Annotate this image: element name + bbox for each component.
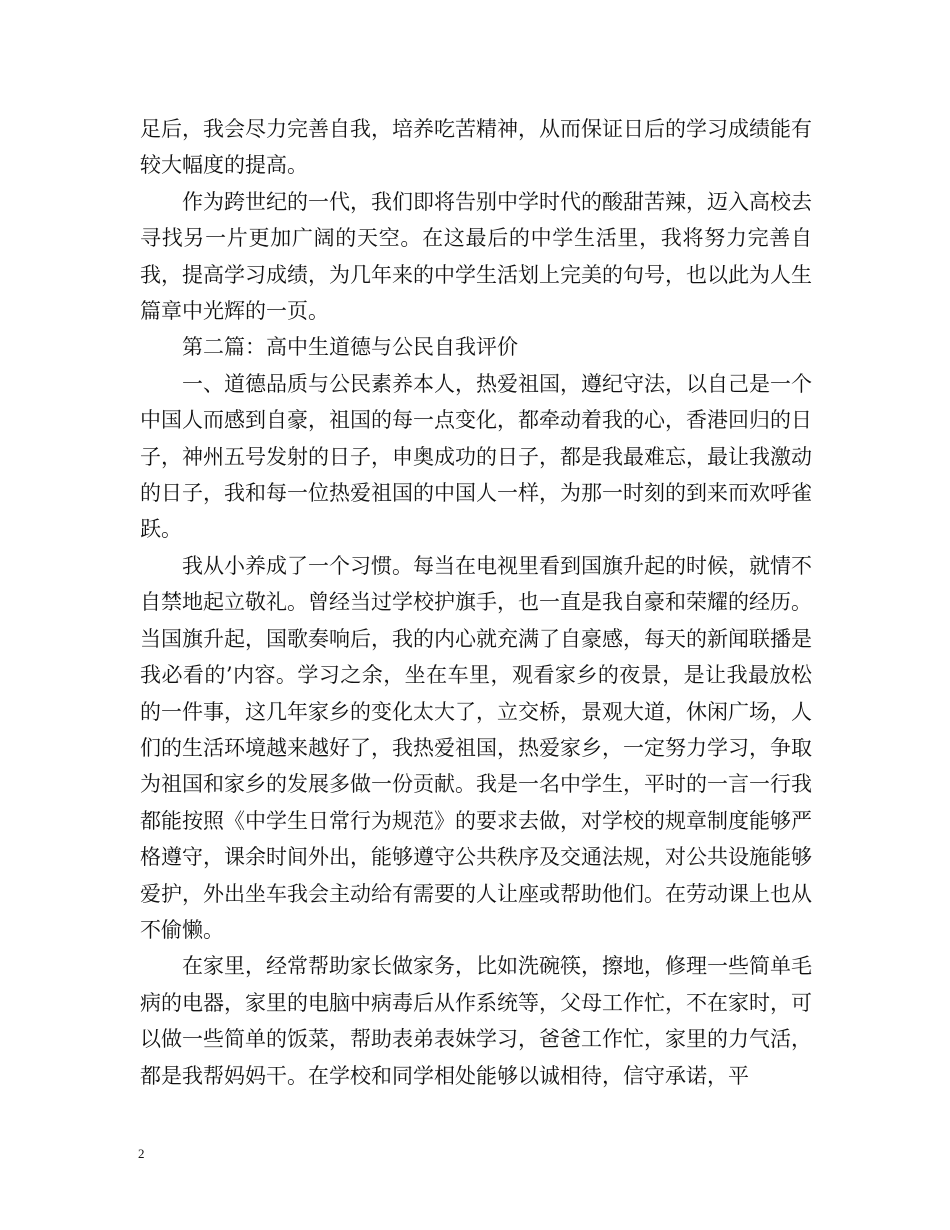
section-heading: 第二篇：高中生道德与公民自我评价 [182, 335, 518, 360]
paragraph-5: 在家里，经常帮助家长做家务，比如洗碗筷，擦地，修理一些简单毛病的电器，家里的电脑中病毒后从作系统等，父母工作忙，不在家时，可以做一些简单的饭菜，帮助表弟表妹学习，爸爸工作忙，家里的力气活，都是我帮妈妈干。在学校和同学相处能够以诚相待，信守承诺，平 [140, 954, 812, 1088]
paragraph-3: 一、道德品质与公民素养本人，热爱祖国，遵纪守法，以自己是一个中国人而感到自豪，祖国的每一点变化，都牵动着我的心，香港回归的日子，神州五号发射的日子，申奥成功的日子，都是我最难忘，最让我激动的日子，我和每一位热爱祖国的中国人一样，为那一时刻的到来而欢呼雀跃。 [140, 371, 812, 542]
page-number: 2 [138, 1146, 145, 1161]
paragraph-4: 我从小养成了一个习惯。每当在电视里看到国旗升起的时候，就情不自禁地起立敬礼。曾经当过学校护旗手，也一直是我自豪和荣耀的经历。当国旗升起，国歌奏响后，我的内心就充满了自豪感，每天的新闻联播是我必看的’内容。学习之余，坐在车里，观看家乡的夜景，是让我最放松的一件事，这几年家乡的变化太大了，立交桥，景观大道，休闲广场，人们的生活环境越来越好了，我热爱祖国，热爱家乡，一定努力学习，争取为祖国和家乡的发展多做一份贡献。我是一名中学生，平时的一言一行我都能按照《中学生日常行为规范》的要求去做，对学校的规章制度能够严格遵守，课余时间外出，能够遵守公共秩序及交通法规，对公共设施能够爱护，外出坐车我会主动给有需要的人让座或帮助他们。在劳动课上也从不偷懒。 [140, 553, 812, 942]
paragraph-1: 足后，我会尽力完善自我，培养吃苦精神，从而保证日后的学习成绩能有较大幅度的提高。 [140, 117, 812, 178]
paragraph-2: 作为跨世纪的一代，我们即将告别中学时代的酸甜苦辣，迈入高校去寻找另一片更加广阔的天空。在这最后的中学生活里，我将努力完善自我，提高学习成绩，为几年来的中学生活划上完美的句号，也以此为人生篇章中光辉的一页。 [140, 189, 812, 324]
document-body [140, 111, 812, 1094]
